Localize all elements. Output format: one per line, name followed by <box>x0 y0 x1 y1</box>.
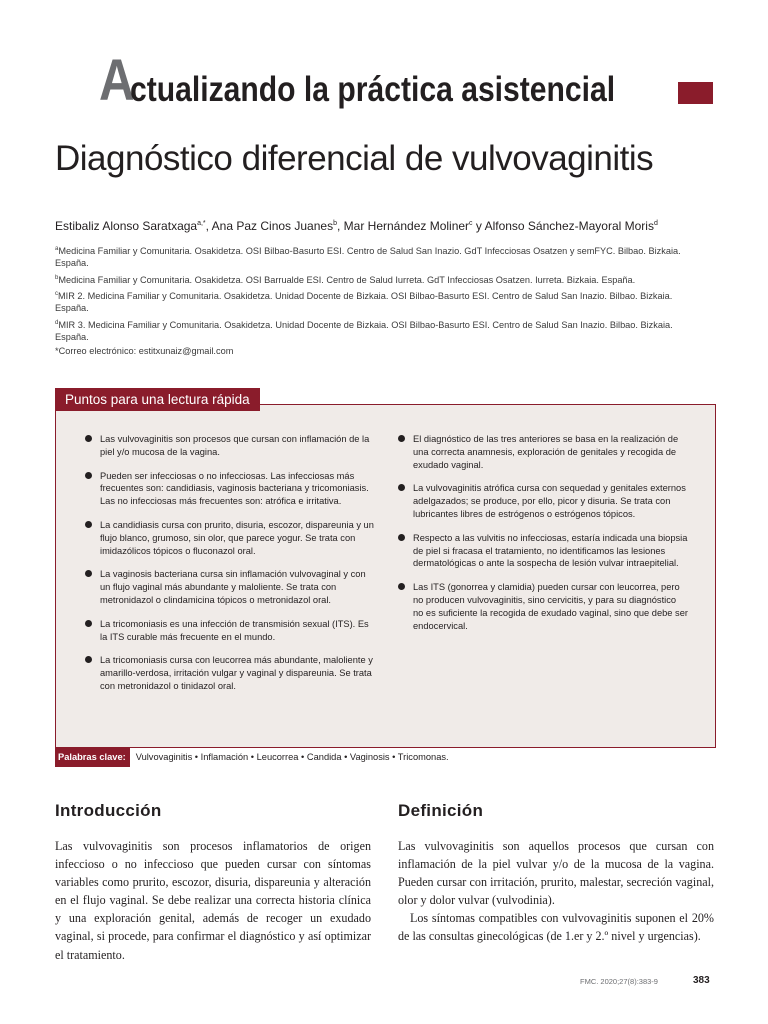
bullet-icon <box>85 570 92 577</box>
intro-paragraph: Las vulvovaginitis son procesos inflamatorios de origen infeccioso o no infeccioso que pueden cursar con síntomas variables como prurito, escozor, disuria, dispareunia y alteración en el flujo vaginal. Se debe realizar una correcta historia clínica y una exploración genital, además de recoger un exudado vaginal, si procede, para confirmar el diagnóstico y así optimizar el tratamiento. <box>55 839 371 962</box>
author-name: Alfonso Sánchez-Mayoral Moris <box>484 219 654 233</box>
affiliation <box>55 288 695 315</box>
section-header <box>55 48 715 113</box>
author-mark: d <box>653 220 658 227</box>
article-title: Diagnóstico diferencial de vulvovaginitis <box>55 139 654 178</box>
key-point: La tricomoniasis cursa con leucorrea más abundante, maloliente y amarillo-verdosa, irritación vulgar y vaginal y dispareunia. Se trata con metronidazol o tinidazol oral. <box>85 654 375 692</box>
bullet-icon <box>398 435 405 442</box>
key-point: Pueden ser infecciosas o no infecciosas. Las infecciosas más frecuentes son: candidiasis, vaginosis bacteriana y tricomoniasis. Las no infecciosas más frecuentes son: atrófica e irritativa. <box>85 470 375 508</box>
key-point: Respecto a las vulvitis no infecciosas, estaría indicada una biopsia de piel si fracasa el tratamiento, no identificamos las lesiones dermatológicas o ante la sospecha de lesión vulvar intraepitelial. <box>398 532 688 570</box>
definition-body <box>398 837 714 946</box>
bullet-icon <box>85 472 92 479</box>
key-points-right-column <box>398 433 688 643</box>
author-name: Mar Hernández Moliner <box>343 219 470 233</box>
citation-footer: FMC. 2020;27(8):383-9 <box>580 977 658 986</box>
affiliation <box>55 317 695 344</box>
intro-body <box>55 837 371 964</box>
key-point: La vulvovaginitis atrófica cursa con sequedad y genitales externos adelgazados; se produce, por ello, picor y disuria. Se trata con lubricantes libres de estrógenos o estrógenos tópicos. <box>398 482 688 520</box>
author-name: Estibaliz Alonso Saratxaga <box>55 219 198 233</box>
page-number: 383 <box>693 975 710 986</box>
section-accent-block <box>678 82 713 104</box>
affiliation-mark: a <box>55 246 59 252</box>
keywords-bar <box>55 748 715 767</box>
affiliation-text: MIR 3. Medicina Familiar y Comunitaria. Osakidetza. Unidad Docente de Bizkaia. OSI Bilbao-Basurto ESI. Centro de Salud San Inazio. Bilbao. Bizkaia. España. <box>55 319 673 343</box>
author-list: Estibaliz Alonso Saratxaga$^{a,*}$, Ana Paz Cinos Juanes$^b$, Mar Hernández Moliner$^c$ y Alfonso Sánchez-Mayoral Moris$^d$ <box>55 219 658 233</box>
bullet-icon <box>398 583 405 590</box>
affiliation <box>55 243 695 270</box>
author-mark: c <box>469 220 473 227</box>
definition-heading: Definición <box>398 801 484 820</box>
key-point: La candidiasis cursa con prurito, disuria, escozor, dispareunia y un flujo blanco, grumoso, sin olor, que parece yogur. Se trata con imidazólicos tópicos o fluconazol oral. <box>85 519 375 557</box>
key-point: Las ITS (gonorrea y clamidia) pueden cursar con leucorrea, pero no producen vulvovaginitis, sino cervicitis, y para su diagnóstico no es suficiente la recogida de exudado vaginal, sino que debe ser endocervical. <box>398 581 688 632</box>
affiliation-mark: d <box>55 319 59 326</box>
bullet-icon <box>85 656 92 663</box>
affiliation-mark: c <box>55 291 58 298</box>
key-point: El diagnóstico de las tres anteriores se basa en la realización de una correcta anamnesis, exploración de genitales y recogida de exudado vaginal. <box>398 433 688 471</box>
affiliation-text: Medicina Familiar y Comunitaria. Osakidetza. OSI Barrualde ESI. Centro de Salud Iurreta. GdT Infecciosas Osatzen. Iurreta. Bizkaia. España. <box>58 274 636 285</box>
key-point: La tricomoniasis es una infección de transmisión sexual (ITS). Es la ITS curable más frecuente en el mundo. <box>85 618 375 644</box>
keywords-list: Vulvovaginitis • Inflamación • Leucorrea • Candida • Vaginosis • Tricomonas. <box>135 752 449 762</box>
section-title: ctualizando la práctica asistencial <box>130 70 616 109</box>
bullet-icon <box>85 521 92 528</box>
author-name: Ana Paz Cinos Juanes <box>211 219 334 233</box>
section-initial: A <box>99 48 135 113</box>
affiliation-text: MIR 2. Medicina Familiar y Comunitaria. Osakidetza. Unidad Docente de Bizkaia. OSI Bilbao-Basurto ESI. Centro de Salud San Inazio. Bilbao. Bizkaia. España. <box>55 291 673 314</box>
key-points-header: Puntos para una lectura rápida <box>55 388 260 411</box>
bullet-icon <box>398 484 405 491</box>
definition-paragraph: Los síntomas compatibles con vulvovaginitis suponen el 20% de las consultas ginecológicas (de 1.er y 2.º nivel y urgencias). <box>398 911 714 944</box>
author-mark: a,* <box>197 220 206 227</box>
affiliations <box>55 243 695 360</box>
bullet-icon <box>398 534 405 541</box>
affiliation-text: Medicina Familiar y Comunitaria. Osakidetza. OSI Bilbao-Basurto ESI. Centro de Salud San Inazio. GdT Infecciosas Osatzen y semFYC. Bilbao. Bizkaia. España. <box>55 246 681 269</box>
author-mark: b <box>333 220 337 227</box>
definition-paragraph: Las vulvovaginitis son aquellos procesos que cursan con inflamación de la piel vulvar y/o de la mucosa de la vagina. Pueden cursar con irritación, prurito, malestar, secreción vaginal, olor y dolor vulvar (vulvodinia). <box>398 839 714 908</box>
key-points-left-column <box>85 433 375 704</box>
key-point: La vaginosis bacteriana cursa sin inflamación vulvovaginal y con un flujo vaginal más abundante y maloliente. Se trata con metronidazol o clindamicina tópicos o metronidazol oral. <box>85 568 375 606</box>
intro-heading: Introducción <box>55 801 162 820</box>
corresponding-email: *Correo electrónico: estitxunaiz@gmail.com <box>55 346 234 357</box>
key-point: Las vulvovaginitis son procesos que cursan con inflamación de la piel y/o mucosa de la vagina. <box>85 433 375 459</box>
keywords-label: Palabras clave: <box>55 748 130 767</box>
affiliation <box>55 272 695 286</box>
affiliation-mark: b <box>55 274 59 281</box>
bullet-icon <box>85 620 92 627</box>
bullet-icon <box>85 435 92 442</box>
